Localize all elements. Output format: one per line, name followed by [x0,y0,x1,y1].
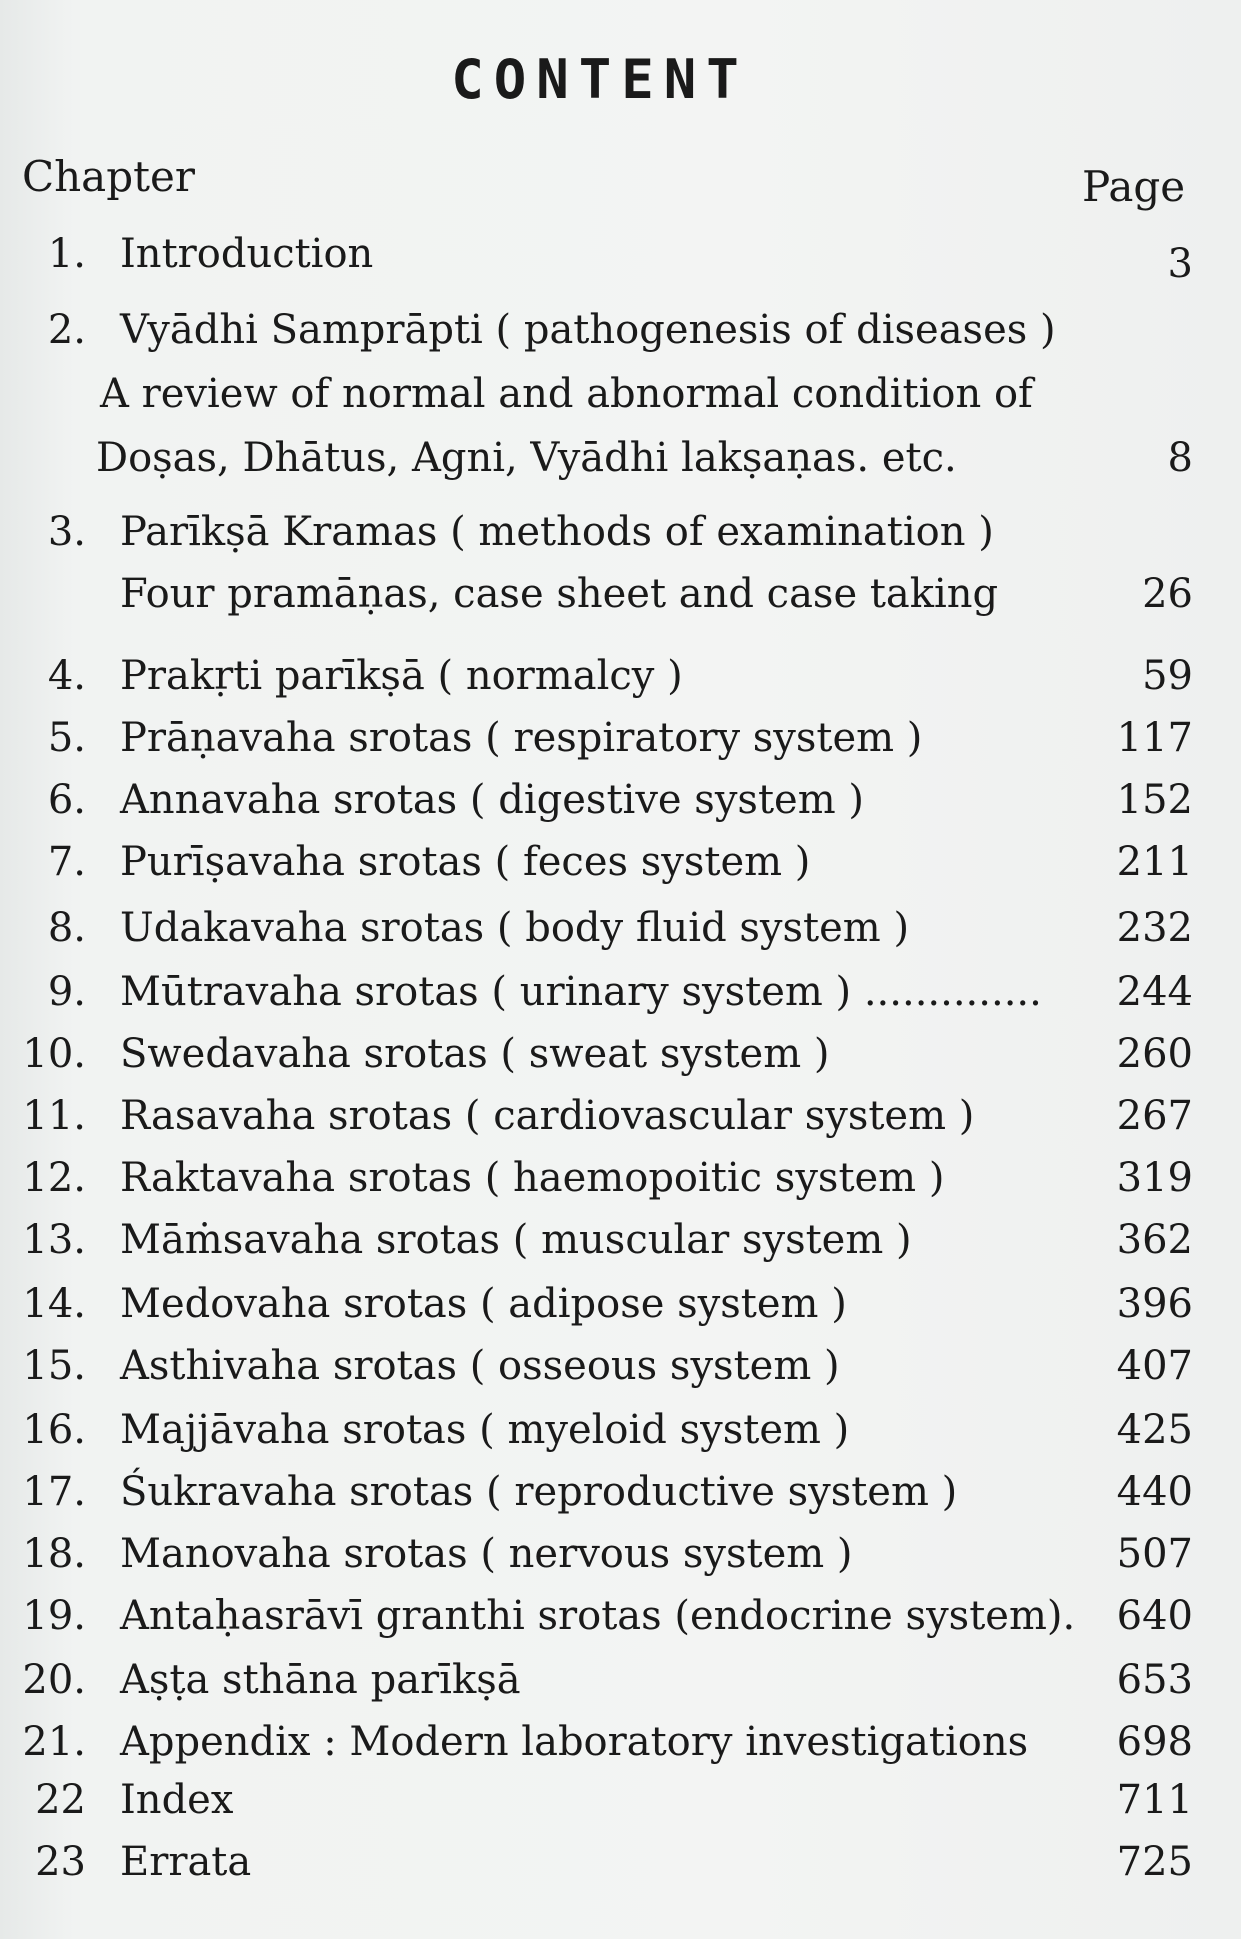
page-number: 711 [1116,1777,1193,1823]
page-number: 244 [1116,969,1193,1015]
chapter-subtitle-line: A review of normal and abnormal condition of [100,371,1033,417]
page-number: 3 [1167,241,1193,287]
chapter-title: Udakavaha srotas ( body fluid system ) [120,905,910,951]
page-number: 407 [1116,1343,1193,1389]
page-number: 362 [1116,1217,1193,1263]
chapter-title: Vyādhi Samprāpti ( pathogenesis of diseases ) [120,307,1056,353]
page-number: 152 [1116,777,1193,823]
chapter-title: Antaḥasrāvī granthi srotas (endocrine system). [120,1593,1076,1639]
chapter-title: Index [120,1777,234,1823]
chapter-title: Prakṛti parīkṣā ( normalcy ) [120,653,683,699]
chapter-number: 7. [47,839,86,885]
chapter-subtitle-line: Doṣas, Dhātus, Agni, Vyādhi lakṣaṇas. etc. [96,435,957,481]
page-number: 26 [1142,571,1193,617]
chapter-number: 4. [47,653,86,699]
chapter-number: 14. [22,1281,86,1327]
chapter-number: 15. [22,1343,86,1389]
chapter-number: 12. [22,1155,86,1201]
page-number: 232 [1116,905,1193,951]
page-column-header: Page [1082,162,1186,211]
page-number: 640 [1116,1593,1193,1639]
chapter-number: 21. [22,1719,86,1765]
page-number: 653 [1116,1657,1193,1703]
page-number: 59 [1142,653,1193,699]
chapter-number: 23 [35,1839,86,1885]
chapter-number: 18. [22,1531,86,1577]
chapter-title: Parīkṣā Kramas ( methods of examination ) [120,509,994,555]
toc-entry-3[interactable] [0,508,1241,618]
page-number: 725 [1116,1839,1193,1885]
chapter-title: Appendix : Modern laboratory investigations [120,1719,1029,1765]
page-number: 440 [1116,1469,1193,1515]
page-number: 260 [1116,1031,1193,1077]
chapter-number: 10. [22,1031,86,1077]
chapter-title: Asthivaha srotas ( osseous system ) [120,1343,840,1389]
chapter-number: 8. [47,905,86,951]
chapter-number: 9. [47,969,86,1015]
page-number: 8 [1167,435,1193,481]
chapter-title: Majjāvaha srotas ( myeloid system ) [120,1407,850,1453]
chapter-title: Rasavaha srotas ( cardiovascular system ) [120,1093,975,1139]
chapter-number: 3. [47,509,86,555]
page-number: 396 [1116,1281,1193,1327]
chapter-title: Introduction [120,231,374,277]
chapter-title: Errata [120,1839,252,1885]
chapter-subtitle-line: Four pramāṇas, case sheet and case taking [120,571,999,617]
chapter-title: Medovaha srotas ( adipose system ) [120,1281,847,1327]
chapter-number: 11. [22,1093,86,1139]
chapter-number: 17. [22,1469,86,1515]
chapter-number: 22 [35,1777,86,1823]
chapter-number: 20. [22,1657,86,1703]
page-number: 117 [1116,715,1193,761]
chapter-number: 16. [22,1407,86,1453]
chapter-number: 13. [22,1217,86,1263]
chapter-title: Raktavaha srotas ( haemopoitic system ) [120,1155,945,1201]
chapter-number: 1. [47,231,86,277]
page-number: 507 [1116,1531,1193,1577]
page-number: 319 [1116,1155,1193,1201]
page-number: 698 [1116,1719,1193,1765]
chapter-column-header: Chapter [22,152,195,201]
chapter-title: Aṣṭa sthāna parīkṣā [120,1657,521,1703]
chapter-number: 19. [22,1593,86,1639]
chapter-title: Swedavaha srotas ( sweat system ) [120,1031,830,1077]
page-number: 425 [1116,1407,1193,1453]
chapter-title: Prāṇavaha srotas ( respiratory system ) [120,715,923,761]
chapter-number: 6. [47,777,86,823]
page-title: CONTENT [451,48,749,111]
toc-entry-2[interactable] [0,306,1241,481]
chapter-title: Mūtravaha srotas ( urinary system ) .............. [120,969,1042,1015]
chapter-title: Māṁsavaha srotas ( muscular system ) [120,1217,912,1263]
page-number: 211 [1116,839,1193,885]
page-number: 267 [1116,1093,1193,1139]
chapter-title: Annavaha srotas ( digestive system ) [120,777,864,823]
chapter-title: Manovaha srotas ( nervous system ) [120,1531,853,1577]
chapter-number: 5. [47,715,86,761]
chapter-number: 2. [47,307,86,353]
chapter-title: Purīṣavaha srotas ( feces system ) [120,839,811,885]
chapter-title: Śukravaha srotas ( reproductive system ) [120,1469,958,1515]
